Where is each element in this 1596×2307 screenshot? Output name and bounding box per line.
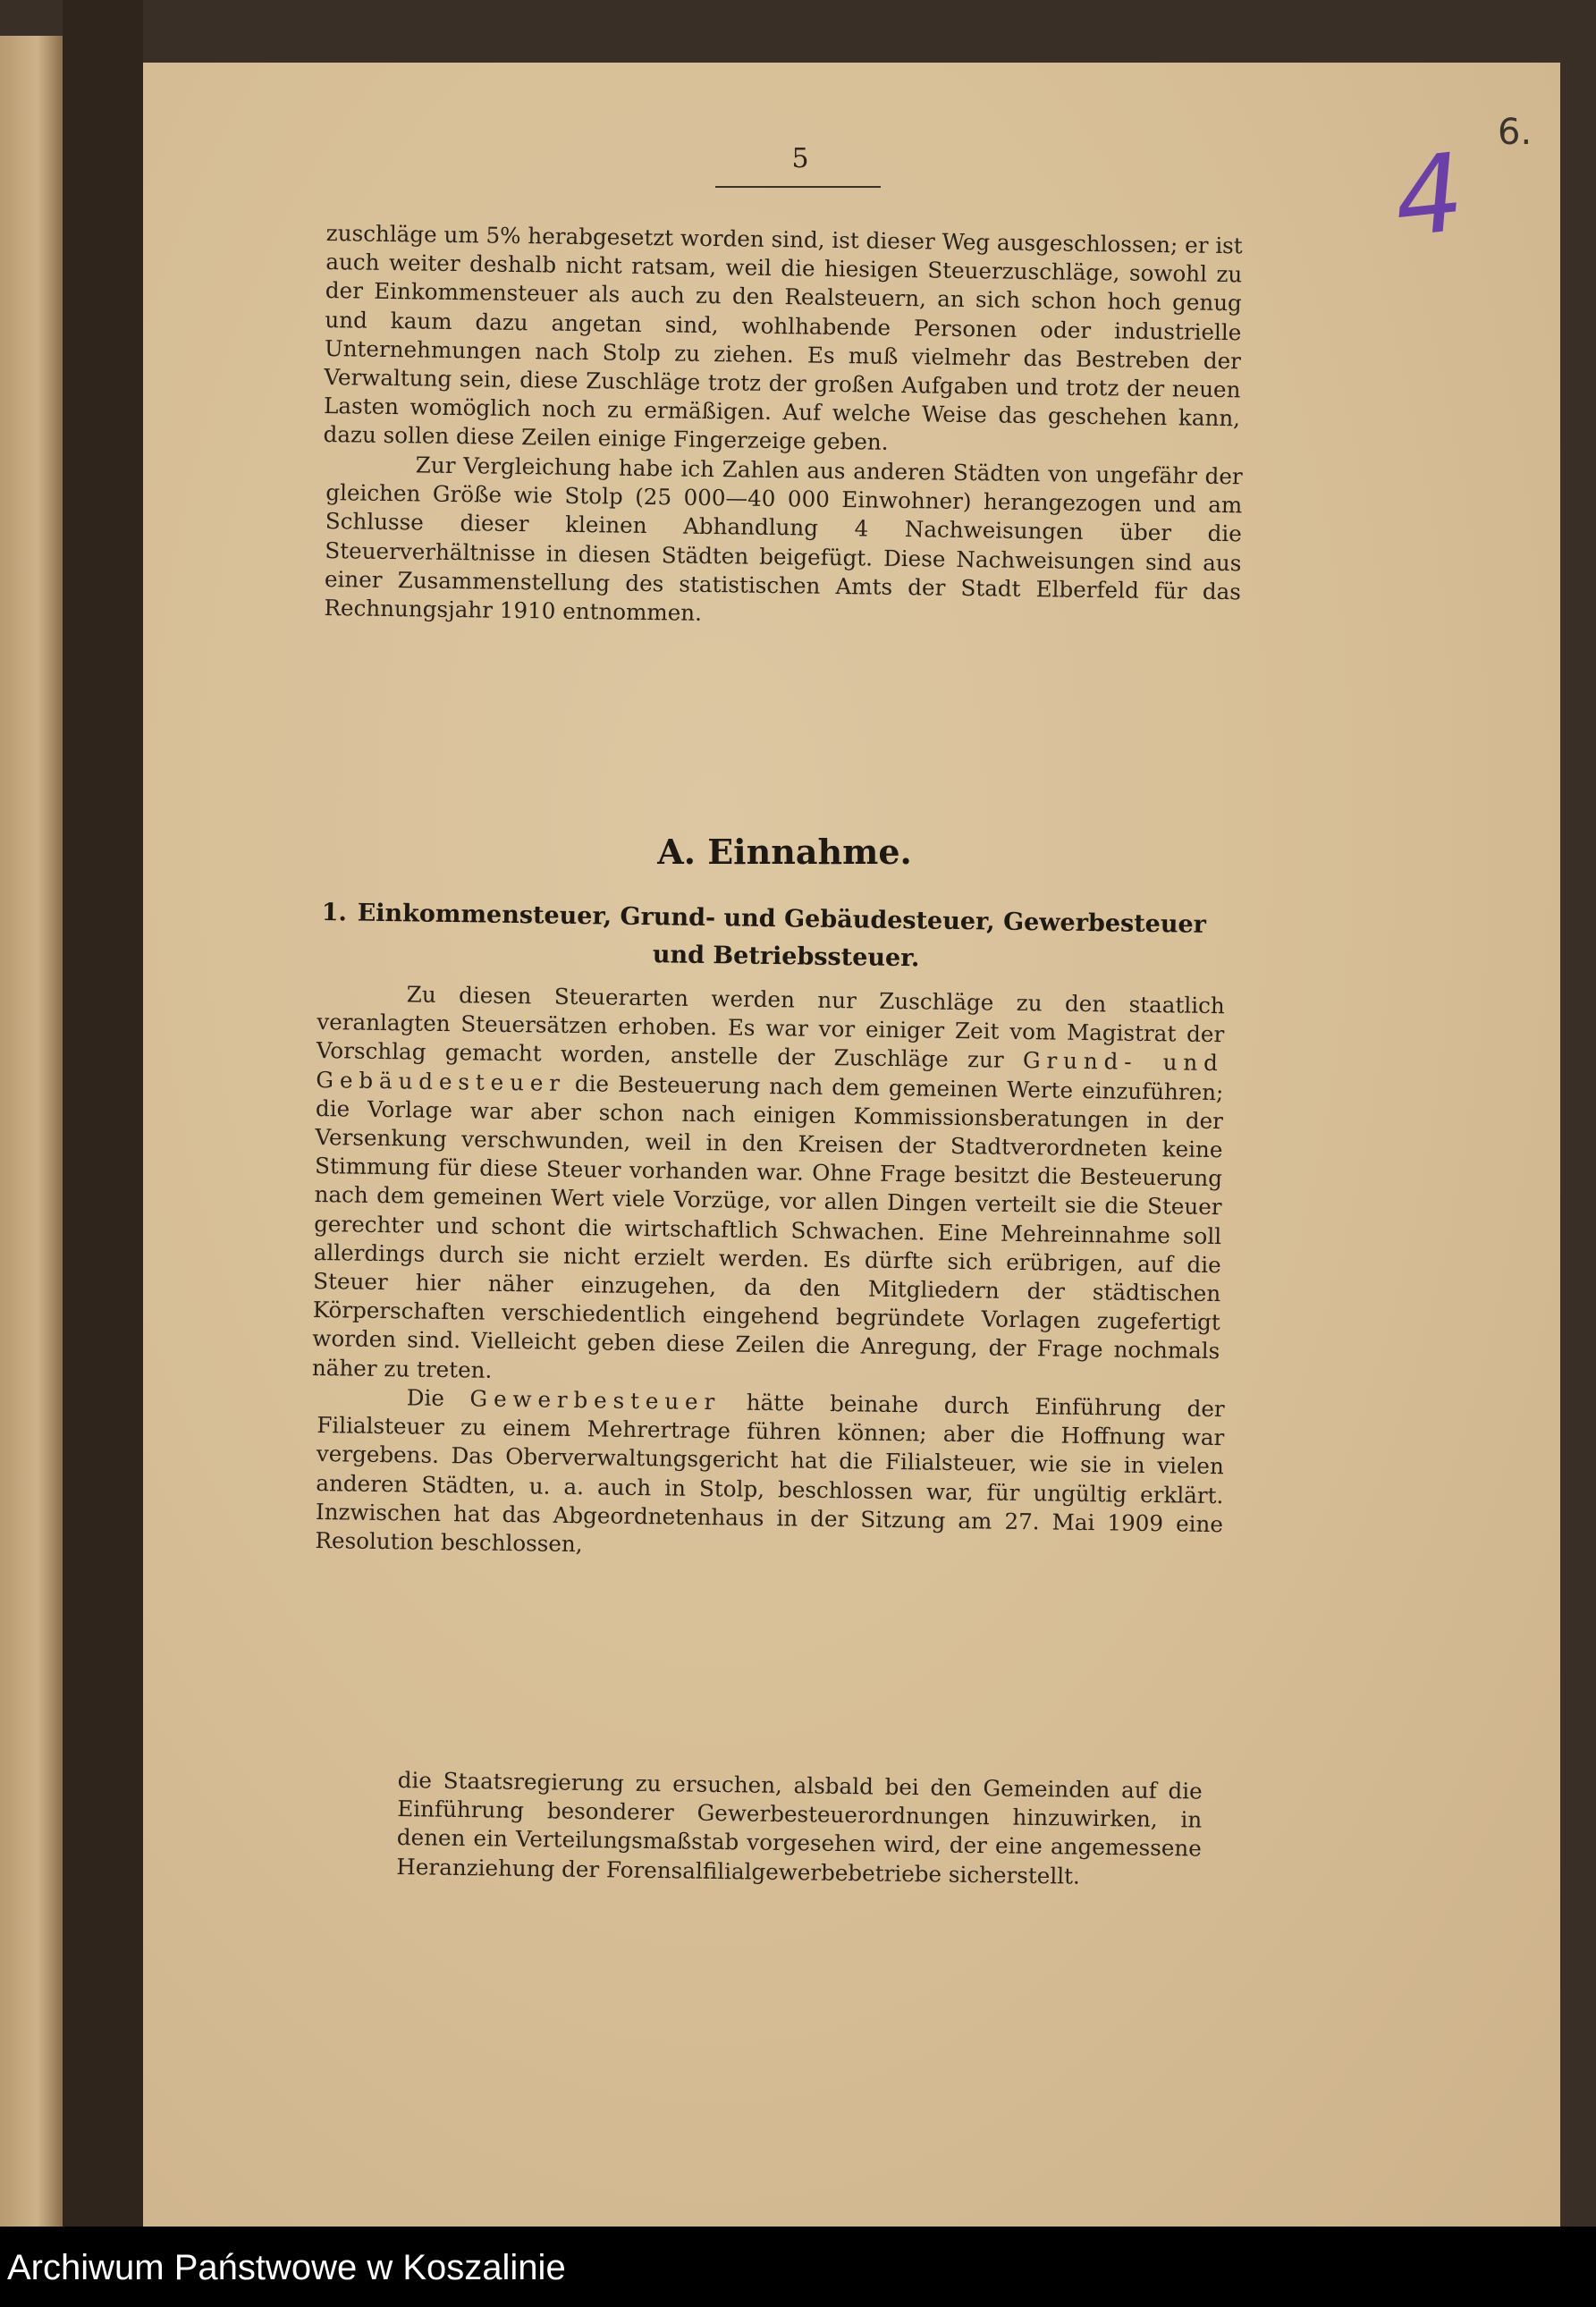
quote-text: die Staatsregierung zu ersuchen, alsbald bei den Gemeinden auf die Einführung besonderer Gewerbesteuerordnungen hinzuwirken, in denen ein Verteilungsmaßstab vorgesehen wird, der eine angemessene Heranziehung der Forensalfilialgewerbebetriebe sicherstellt. bbox=[396, 1766, 1203, 1889]
book-gutter bbox=[63, 0, 143, 2227]
paragraph-3-part-b: die Besteuerung nach dem gemeinen Werte einzuführen; die Vorlage war aber schon nach einigen Kommissionsberatungen in der Versenkung verschwunden, weil in den Kreisen der Stadtverordneten keine Stimmung für diese Steuer vorhanden war. Ohne Frage besitzt die Besteuerung nach dem gemeinen Wert viele Vorzüge, vor allen Dingen verteilt sie die Steuer gerechter und schont die wirtschaftlich Schwachen. Eine Mehreinnahme soll allerdings durch sie nicht erzielt werden. Es dürfte sich erübrigen, auf die Steuer hier näher einzugehen, da den Mitgliedern der städtischen Körperschaften verschiedentlich eingehend begründete Vorlagen zugefertigt worden sind. Vielleicht geben diese Zeilen die Anregung, der Frage nochmals näher zu treten. bbox=[311, 1069, 1224, 1383]
subsection-title-line-1: Einkommensteuer, Grund- und Gebäudesteuer, Gewerbesteuer bbox=[357, 899, 1207, 939]
paragraph-2: Zur Vergleichung habe ich Zahlen aus anderen Städten von ungefähr der gleichen Größe wie Stolp (25 000—40 000 Einwohner) herangezogen und am Schlusse dieser kleinen Abhandlung 4 Nachweisungen über die Steuerverhältnisse in diesen Städten beigefügt. Diese Nachweisungen sind aus einer Zusammenstellung des statistischen Amts der Stadt Elberfeld für das Rechnungsjahr 1910 entnommen. bbox=[324, 452, 1243, 626]
body-text-bottom bbox=[311, 979, 1225, 1558]
paragraph-4-spaced: Gewerbesteuer bbox=[469, 1385, 722, 1415]
paragraph-4-part-b: hätte beinahe durch Einführung der Filialsteuer zu einem Mehrertrage führen können; aber die Hoffnung war vergebens. Das Oberverwaltungsgericht hat die Filialsteuer, wie sie in vielen anderen Städten, u. a. auch in Stolp, beschlossen war, für ungültig erklärt. Inzwischen hat das Abgeordnetenhaus in der Sitzung am 27. Mai 1909 eine Resolution beschlossen, bbox=[315, 1389, 1225, 1558]
paragraph-4 bbox=[315, 1382, 1225, 1568]
page-number: 5 bbox=[791, 143, 809, 174]
page-right-edge bbox=[1560, 63, 1596, 2227]
previous-page-edge bbox=[0, 36, 63, 2227]
archive-name-footer: Archiwum Państwowe w Koszalinie bbox=[7, 2248, 566, 2287]
quoted-resolution bbox=[396, 1766, 1203, 1889]
handwritten-annotation-6: 6. bbox=[1498, 112, 1533, 153]
paragraph-4-part-a: Die bbox=[406, 1384, 470, 1412]
subsection-title-line-2: und Betriebssteuer. bbox=[652, 941, 920, 973]
subsection-number: 1. bbox=[321, 898, 348, 927]
body-text-top bbox=[323, 219, 1243, 626]
handwritten-annotation-4: 4 bbox=[1388, 131, 1470, 262]
subsection-heading-1 bbox=[321, 894, 1252, 983]
paragraph-3-spaced: Grund- und Gebäudesteuer bbox=[316, 1047, 1224, 1096]
section-heading-einnahme: A. Einnahme. bbox=[657, 832, 912, 872]
paragraph-3 bbox=[312, 979, 1225, 1395]
paragraph-1: zuschläge um 5% herabgesetzt worden sind, ist dieser Weg ausgeschlossen; er ist auch weiter deshalb nicht ratsam, weil die hiesigen Steuerzuschläge, sowohl zu der Einkommensteuer als auch zu den Realsteuern, an sich schon hoch genug und kaum dazu angetan sind, wohlhabende Personen oder industrielle Unternehmungen nach Stolp zu ziehen. Es muß vielmehr das Bestreben der Verwaltung sein, diese Zuschläge trotz der großen Aufgaben und trotz der neuen Lasten womöglich noch zu ermäßigen. Auf welche Weise das geschehen kann, dazu sollen diese Zeilen einige Fingerzeige geben. bbox=[323, 219, 1243, 456]
paragraph-3-part-a: Zu diesen Steuerarten werden nur Zuschläge zu den staatlich veranlagten Steuersätzen erhoben. Es war vor einiger Zeit vom Magistrat der Vorschlag gemacht worden, anstelle der Zuschläge zur bbox=[316, 981, 1225, 1074]
page-number-rule bbox=[715, 186, 881, 188]
